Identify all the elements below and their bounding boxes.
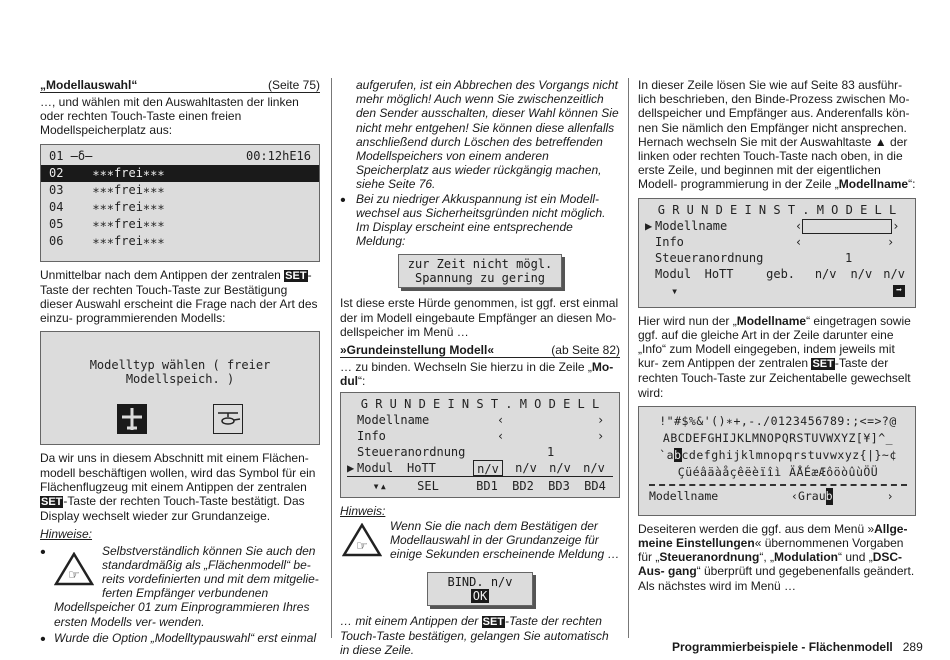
model-select-display — [40, 144, 320, 262]
warning-note: ☞ Wenn Sie die nach dem Bestätigen der Modellauswahl in der Grundanzeige für einige Sekunden erscheinende Meldung … — [340, 519, 620, 562]
set-key-label: SET — [41, 496, 63, 509]
column-3 — [638, 78, 916, 593]
base-settings-display: G R U N D E I N S T . M O D E L L Modellname ‹ › Info ‹ › Steueranordnung 1 ▶ Modul HoTT n/v n/v n/v n/v ▾▴ SEL BD1 BD2 BD3 BD4 — [340, 392, 620, 498]
hinweis-label: Hinweis: — [340, 504, 386, 519]
paragraph: … zu binden. Wechseln Sie hierzu in die Zeile „Mo- dul“: — [340, 360, 614, 389]
bind-popup: BIND. n/v OK — [427, 572, 533, 606]
warning-icon — [342, 523, 382, 562]
enter-icon[interactable]: ➡ — [893, 285, 905, 297]
ok-button[interactable]: OK — [472, 588, 488, 603]
paragraph: …, und wählen mit den Auswahltasten der linken oder rechten Touch-Taste einen freien Modellspeicherplatz aus: — [40, 95, 299, 138]
paragraph: Da wir uns in diesem Abschnitt mit einem Flächen- modell beschäftigen wollen, wird das Symbol für ein Flächenflugzeug mit einem Antippen der zentralen SET-Taste der rechten Touch-Taste bestätigt. Das Display wechselt wieder zur Grundanzeige. — [40, 451, 316, 524]
paragraph: Deseiteren werden die ggf. aus dem Menü »Allge- meine Einstellungen« übernommenen Vorgaben für „Steueranordnung“, „Modulation“ und „DSC-Aus- gang“ überprüft und gegebenenfalls geändert. — [638, 521, 915, 579]
arrow-icons: ▾▴ — [372, 479, 387, 494]
lcd-row[interactable]: Info ‹ › — [357, 429, 605, 444]
helicopter-icon[interactable] — [213, 404, 243, 434]
column-divider — [331, 78, 332, 638]
lcd-row[interactable]: Modul HoTT geb. n/v n/v n/v — [655, 266, 905, 281]
section-heading: „Modellauswahl“ (Seite 75) — [40, 78, 320, 92]
lcd-row: ▾▴ SEL BD1 BD2 BD3 BD4 — [347, 477, 613, 495]
lcd-row[interactable]: 03 ∗∗∗frei∗∗∗ — [49, 182, 165, 197]
bullet-item: • ☞ Selbstverständlich können Sie auch den standardmäßig als „Flächenmodell“ be- reits vordefinierten und mit dem mitgelie- ferten Empfänger verbundenen Modellspeicher 01 zum Einprogrammieren Ihres ersten Modells ver- wenden. — [40, 543, 319, 629]
lcd-row[interactable]: Modellname ‹ Grau b › — [649, 488, 894, 503]
paragraph: Hier wird nun der „Modellname“ eingetragen sowie ggf. auf die gleiche Art in der Zeile darunter eine „Info“ zum Modell eingegeben, indem jeweils mit kur- zem Antippen der zentralen SET-Taste der rechten Touch-Taste zur Zeichentabelle gewechselt wird: — [638, 313, 911, 400]
section-heading: »Grundeinstellung Modell« (ab Seite 82) — [340, 343, 620, 358]
airplane-icon[interactable] — [117, 404, 147, 434]
svg-text:☞: ☞ — [68, 567, 80, 583]
lcd-row-selected[interactable]: 02 ∗∗∗frei∗∗∗ — [41, 165, 319, 182]
char-cursor: b — [674, 447, 682, 462]
warning-icon — [54, 552, 94, 591]
lcd-row[interactable]: Steueranordnung 1 — [655, 250, 853, 265]
paragraph: aufgerufen, ist ein Abbrechen des Vorgangs nicht mehr möglich! Auch wenn Sie zwischenzeitlich den Sender ausschalten, dieser Wahl können Sie nicht mehr entgehen! Sie können diese allenfalls anschließend durch Löschen des betreffenden Modellspeichers von einem anderen Speicherplatz aus wieder rückgängig machen, siehe Seite 76. — [356, 78, 619, 192]
set-key-label: SET — [812, 358, 834, 371]
lcd-row[interactable]: 04 ∗∗∗frei∗∗∗ — [49, 199, 165, 214]
lcd-row[interactable]: Info ‹ › — [655, 234, 895, 249]
set-key-label: SET — [285, 269, 307, 282]
paragraph: In dieser Zeile lösen Sie wie auf Seite 83 ausführ- lich beschrieben, den Binde-Prozess zwischen Mo- dellspeicher und Empfänger aus. Anderenfalls kön- nen Sie nämlich den Empfänger nicht ansprechen. — [638, 78, 910, 135]
paragraph: Als nächstes wird im Menü … — [638, 578, 797, 593]
lcd-row — [645, 282, 909, 300]
lcd-row-selected[interactable]: ▶ Modellname ‹ › — [645, 218, 900, 233]
paragraph: Hernach wechseln Sie mit der Auswahltaste ▲ der linken oder rechten Touch-Taste nach oben, in die erste Zeile, und beginnen mit der eigentlichen Modell- programmierung in der Zeile „Modellname“: — [638, 134, 916, 192]
hinweise-label: Hinweise: — [40, 527, 93, 542]
low-voltage-popup: zur Zeit nicht mögl. Spannung zu gering — [398, 254, 562, 288]
paragraph: Ist diese erste Hürde genommen, ist ggf. erst einmal der im Modell eingebaute Empfänger an diesen Mo- dellspeicher im Menü … — [340, 296, 619, 339]
lcd-row[interactable]: Modellname ‹ › — [357, 413, 605, 428]
character-table-display: !"#$%&'()∗+,-./0123456789:;<=>?@ ABCDEFGHIJKLMNOPQRSTUVWXYZ[¥]^_ `abcdefghijklmnopqrstuvwxyz{|}~¢ Çüéâäàåçêëèïîì ÄÅÉæÆôöòûùÖÜ Modellname ‹ Grau b › — [638, 406, 916, 516]
lcd-row[interactable]: 05 ∗∗∗frei∗∗∗ — [49, 216, 165, 231]
paragraph: Unmittelbar nach dem Antippen der zentralen SET-Taste der rechten Touch-Taste zur Bestätigung dieser Auswahl erscheint die Frage nach der Art des einzu- programmierenden Modells: — [40, 267, 318, 326]
lcd-row[interactable]: 06 ∗∗∗frei∗∗∗ — [49, 233, 165, 248]
lcd-row-selected[interactable]: ▶ Modul HoTT n/v n/v n/v n/v — [347, 460, 613, 477]
up-arrow-icon: ▲ — [874, 134, 887, 149]
column-2 — [340, 78, 620, 657]
lcd-row[interactable]: Steueranordnung 1 — [357, 445, 555, 460]
bullet-item: • Wurde die Option „Modelltypauswahl“ erst einmal — [40, 630, 317, 648]
column-1 — [40, 78, 320, 649]
page-footer: Programmierbeispiele - Flächenmodell 289 — [672, 640, 923, 654]
down-arrow-icon: ▾ — [671, 283, 679, 298]
lcd-row: 01 ̶δ̶ 00:12hE16 — [49, 148, 311, 163]
svg-text:☞: ☞ — [356, 538, 368, 554]
model-type-display: Modelltyp wählen ( freier Modellspeich. ) — [40, 331, 320, 445]
model-name-display: G R U N D E I N S T . M O D E L L ▶ Modellname ‹ › Info ‹ › Steueranordnung 1 Modul HoTT geb. n/v n/v n/v ▾ ➡ — [638, 198, 916, 308]
bullet-item: • Bei zu niedriger Akkuspannung ist ein Modell- wechsel aus Sicherheitsgründen nicht möglich. Im Display erscheint eine entsprechende Meldung: — [340, 191, 606, 249]
set-key-label: SET — [482, 615, 505, 628]
paragraph: … mit einem Antippen der SET-Taste der rechten Touch-Taste bestätigen, gelangen Sie automatisch in diese Zeile. — [340, 613, 609, 658]
model-plane-icon: ̶δ̶ — [77, 148, 93, 163]
column-divider — [628, 78, 629, 638]
